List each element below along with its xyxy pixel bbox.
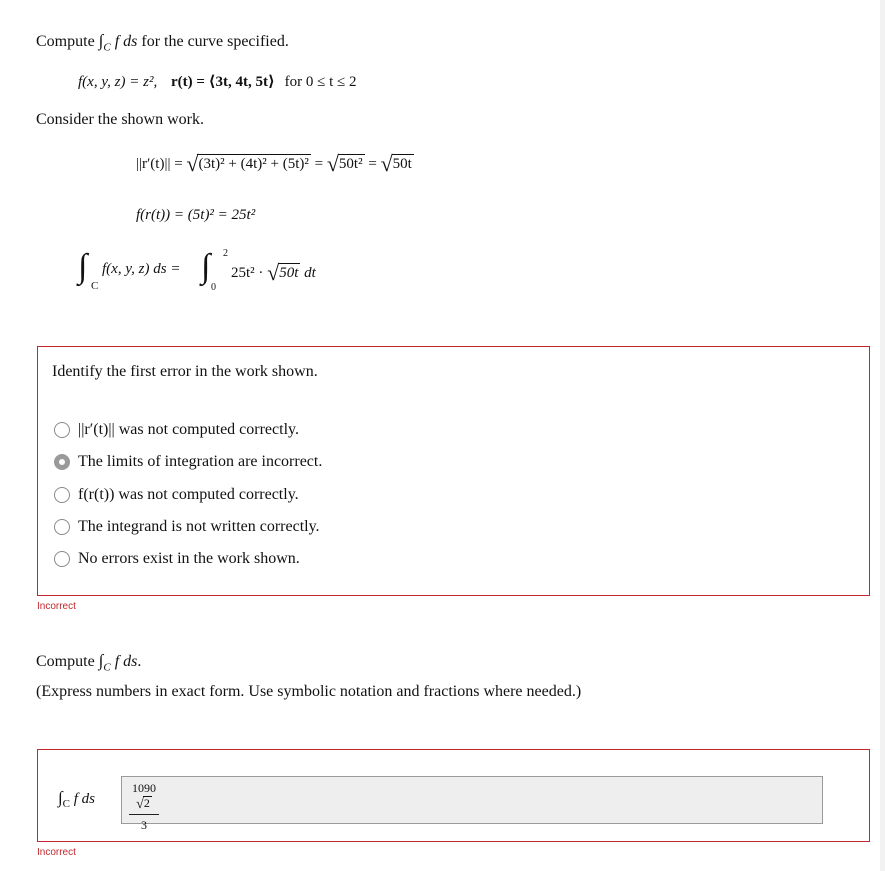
integral-sub-c: C	[91, 280, 99, 292]
f-ds-text-2: f ds	[114, 653, 138, 670]
sqrt-50t-integrand: √50t	[267, 260, 299, 285]
upper-limit: 2	[223, 248, 228, 259]
work-line-1: ||r′(t)|| = √(3t)² + (4t)² + (5t)² = √50t² = √50t	[136, 151, 412, 176]
answer-input[interactable]	[121, 776, 823, 832]
option-integrand-error[interactable]	[54, 516, 320, 538]
question-1-prompt: Identify the first error in the work shown.	[52, 363, 318, 380]
curve-definition	[78, 72, 356, 91]
radio-button[interactable]	[54, 422, 70, 438]
answer-sqrt: √2	[136, 796, 150, 812]
option-label: f(r(t)) was not computed correctly.	[78, 486, 299, 503]
sqrt-50t2: √50t²	[326, 151, 363, 176]
question-2-compute	[36, 651, 141, 673]
answer-rad: 2	[143, 796, 150, 810]
r-definition: r(t) = ⟨3t, 4t, 5t⟩	[170, 74, 275, 90]
option-limits-error[interactable]	[54, 451, 322, 473]
f-ds-text: f ds	[114, 33, 138, 50]
compute-prefix-2: Compute	[36, 653, 95, 670]
answer-denominator: 3	[141, 818, 147, 832]
compute-prefix: Compute	[36, 33, 95, 50]
work-line-2: f(r(t)) = (5t)² = 25t²	[136, 207, 256, 223]
integrand-coef: 25t² ·	[231, 265, 268, 281]
integrand	[231, 260, 316, 286]
rad-50t: 50t	[392, 156, 412, 172]
compute-instruction	[36, 31, 289, 53]
answer-integral-symbol: ∫	[58, 788, 63, 807]
line-integral-symbol: $\int_C$	[98, 31, 111, 54]
answer-label-text: f ds	[73, 791, 96, 807]
question-2-instructions: (Express numbers in exact form. Use symbolic notation and fractions where needed.)	[36, 683, 582, 700]
question-1-status: Incorrect	[37, 601, 76, 612]
t-range: for 0 ≤ t ≤ 2	[284, 74, 357, 90]
option-norm-error[interactable]	[54, 419, 299, 441]
consider-text: Consider the shown work.	[36, 111, 204, 128]
radio-button[interactable]	[54, 551, 70, 567]
rad-50t2: 50t²	[338, 156, 363, 172]
sum-squares: (3t)² + (4t)² + (5t)²	[198, 156, 309, 172]
option-f-r-error[interactable]	[54, 484, 299, 506]
radio-button[interactable]	[54, 454, 70, 470]
f-xyz-ds: f(x, y, z) ds =	[102, 261, 181, 277]
option-label: No errors exist in the work shown.	[78, 550, 300, 567]
answer-numerator	[129, 781, 159, 815]
option-label: The limits of integration are incorrect.	[78, 453, 323, 470]
answer-fraction	[129, 781, 159, 833]
lower-limit: 0	[211, 282, 216, 293]
work-line-3	[78, 250, 378, 300]
sqrt-sum-squares: √(3t)² + (4t)² + (5t)²	[186, 151, 309, 176]
option-label: The integrand is not written correctly.	[78, 518, 320, 535]
integral-symbol-definite: ∫	[201, 248, 211, 285]
dt: dt	[300, 265, 316, 281]
question-2-status: Incorrect	[37, 847, 76, 858]
radio-button[interactable]	[54, 487, 70, 503]
line-integral-symbol-2: $\int_C$	[98, 651, 111, 674]
answer-num-coef: 1090	[132, 781, 156, 795]
answer-label-sub: C	[62, 798, 71, 810]
option-no-errors[interactable]	[54, 548, 300, 570]
sqrt-50t: √50t	[380, 151, 412, 176]
radio-button[interactable]	[54, 519, 70, 535]
f-definition: f(x, y, z) = z²,	[78, 74, 161, 90]
rad-50t-integrand: 50t	[279, 265, 299, 281]
norm-r-prime: ||r′(t)|| =	[136, 156, 187, 172]
compute-suffix-2: .	[137, 653, 142, 670]
option-label: ||r′(t)|| was not computed correctly.	[78, 421, 299, 438]
answer-label	[58, 788, 95, 810]
integral-symbol-c: ∫	[78, 248, 88, 285]
compute-suffix: for the curve specified.	[141, 33, 289, 50]
